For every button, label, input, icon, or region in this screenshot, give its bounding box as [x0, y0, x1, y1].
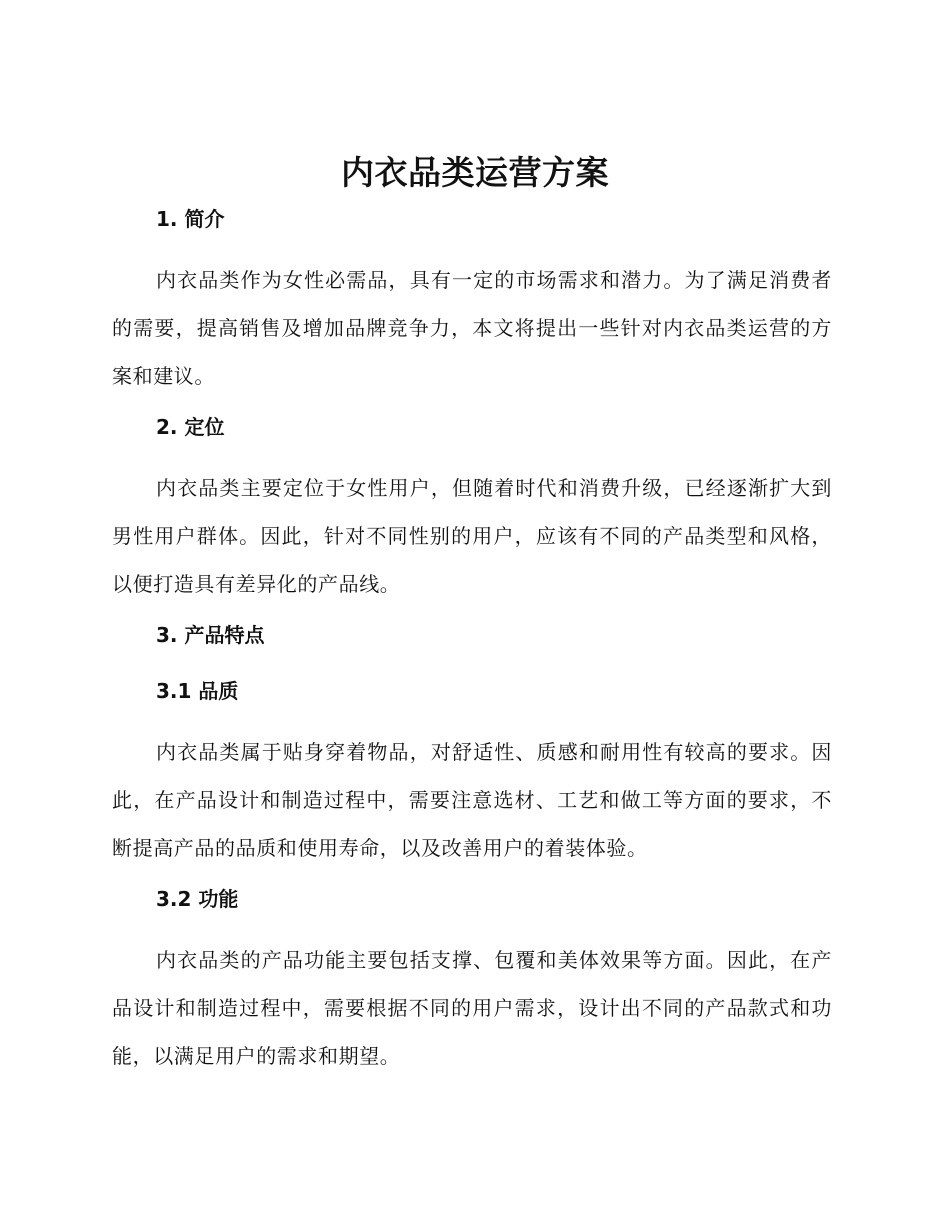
section-heading-positioning: 2. 定位	[156, 415, 225, 439]
document-title: 内衣品类运营方案	[341, 153, 609, 192]
section-heading-quality: 3.1 品质	[156, 679, 239, 703]
section-paragraph-function: 内衣品类的产品功能主要包括支撑、包覆和美体效果等方面。因此，在产品设计和制造过程中，需要根据不同的用户需求，设计出不同的产品款式和功能，以满足用户的需求和期望。	[112, 948, 832, 1068]
document-body	[112, 200, 832, 1080]
section-heading-product-features: 3. 产品特点	[156, 623, 265, 647]
section-paragraph-intro: 内衣品类作为女性必需品，具有一定的市场需求和潜力。为了满足消费者的需要，提高销售及增加品牌竞争力，本文将提出一些针对内衣品类运营的方案和建议。	[112, 268, 832, 388]
section-paragraph-positioning: 内衣品类主要定位于女性用户，但随着时代和消费升级，已经逐渐扩大到男性用户群体。因此，针对不同性别的用户，应该有不同的产品类型和风格，以便打造具有差异化的产品线。	[112, 476, 832, 596]
section-paragraph-quality: 内衣品类属于贴身穿着物品，对舒适性、质感和耐用性有较高的要求。因此，在产品设计和制造过程中，需要注意选材、工艺和做工等方面的要求，不断提高产品的品质和使用寿命，以及改善用户的着装体验。	[112, 740, 832, 860]
section-heading-function: 3.2 功能	[156, 887, 239, 911]
section-heading-intro: 1. 简介	[156, 207, 225, 231]
